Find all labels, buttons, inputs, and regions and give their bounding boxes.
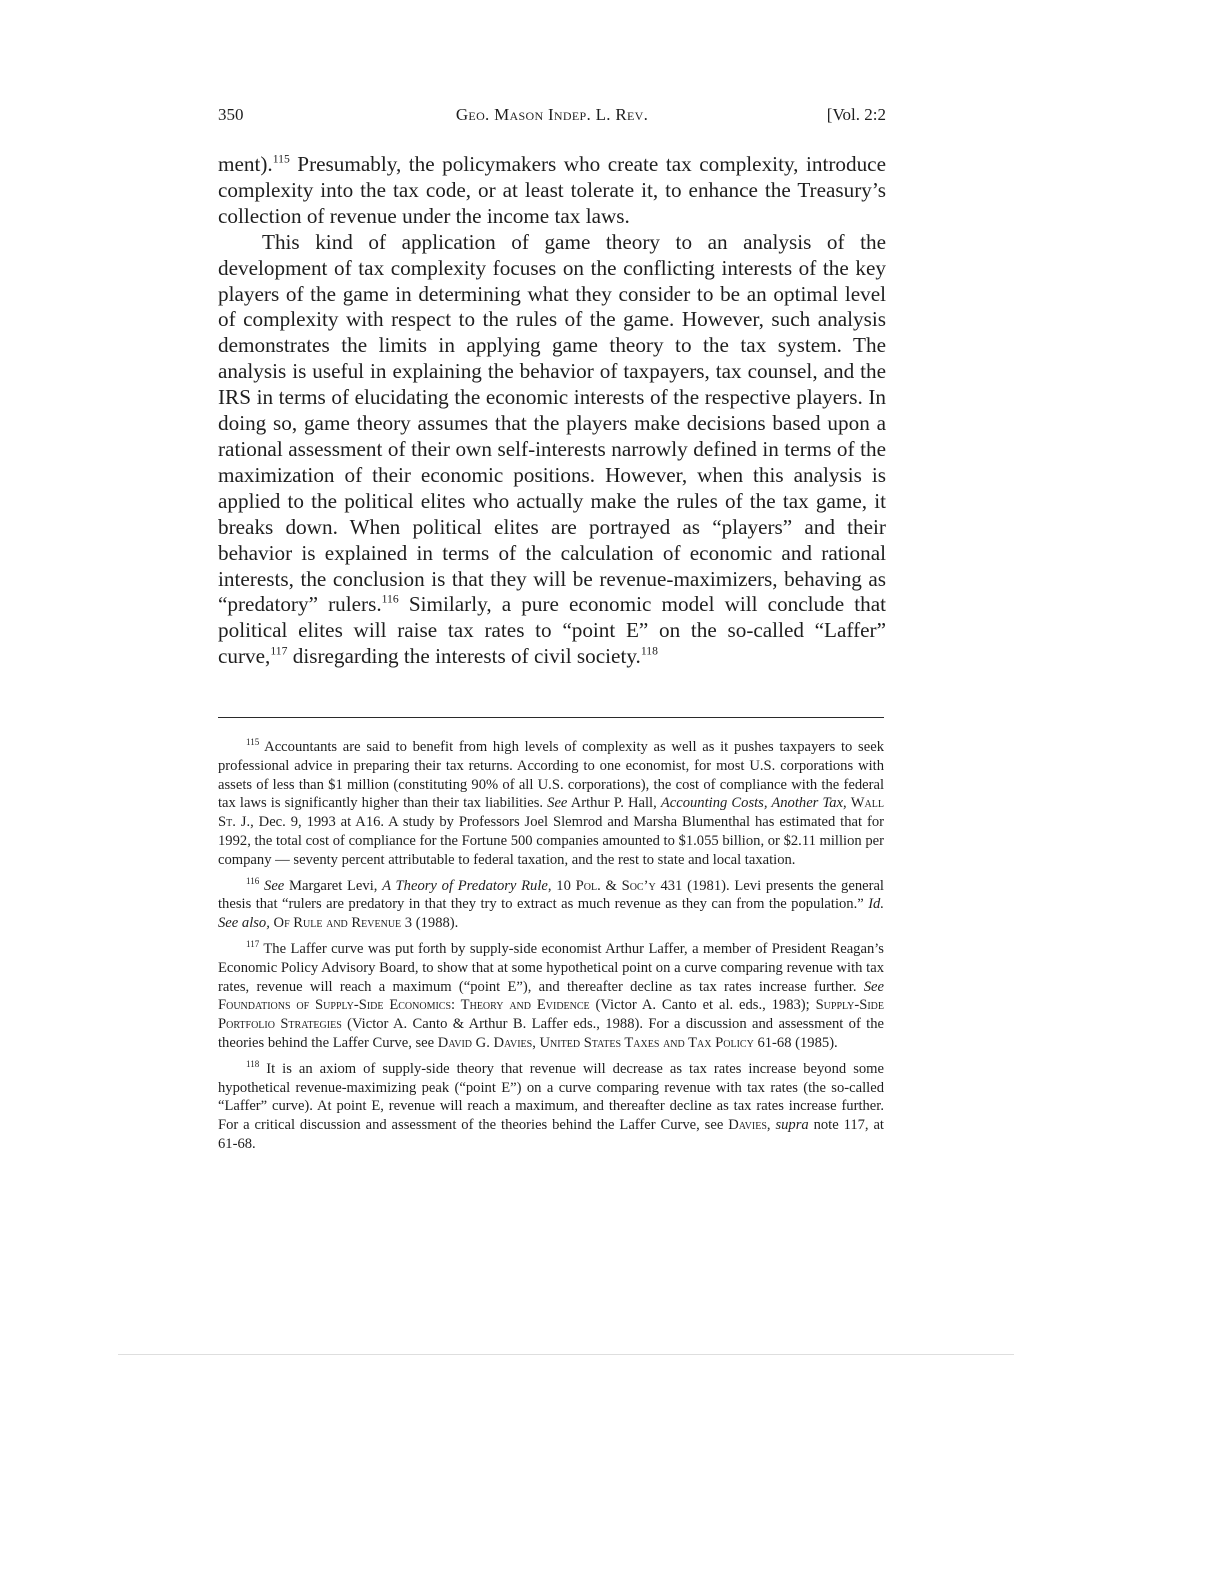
footnote-text: Margaret Levi, bbox=[284, 877, 383, 894]
footnote-text: It is an axiom of supply-side theory that revenue will decrease as tax rates increase beyond some hypothetical revenue-maximizing peak (“point E”) on a curve comparing revenue with tax rates (the so-called “Laffer” curve). At point E, revenue will reach a maximum, and thereafter decline as tax rates increase further. For a critical discussion and assessment of the theories behind the Laffer Curve, see bbox=[218, 1060, 884, 1134]
footnote-ref-115[interactable]: 115 bbox=[272, 152, 290, 166]
footnote-text: , 10 bbox=[547, 877, 576, 894]
footnote-text: Accountants are said to benefit from high levels of complexity as well as it pushes taxpayers to seek professional advice in preparing their tax returns. According to one economist, for most U.S. corporations with assets of less than $1 million (constituting 90% of all U.S. corporations), the cost of compliance with the federal tax laws is significantly higher than their tax liabilities. bbox=[218, 739, 884, 812]
footnote-text: Arthur P. Hall, bbox=[567, 795, 661, 812]
footnote-number: 115 bbox=[246, 737, 260, 748]
cited-journal: Pol. & Soc’y bbox=[575, 877, 656, 894]
footnote-117 bbox=[218, 940, 884, 1053]
paragraph-text: ment). bbox=[218, 152, 273, 176]
cited-title: A Theory of Predatory Rule bbox=[382, 877, 548, 894]
cited-source: Wall St. J. bbox=[218, 795, 884, 831]
cited-book: Of Rule and Revenue bbox=[273, 915, 402, 932]
signal-id: Id. bbox=[868, 896, 884, 913]
footnote-text: The Laffer curve was put forth by supply-side economist Arthur Laffer, a member of President Reagan’s Economic Policy Advisory Board, to show that at some hypothetical point on a curve comparing revenue with tax rates, revenue will reach a maximum (“point E”), and thereafter decline as tax rates increase further. bbox=[218, 940, 884, 995]
cited-book: Supply-Side Portfolio Strategies bbox=[218, 997, 884, 1033]
footnote-ref-118[interactable]: 118 bbox=[640, 644, 658, 658]
paragraph-continuation bbox=[218, 152, 886, 230]
footnote-divider bbox=[218, 717, 884, 718]
footnote-number: 118 bbox=[246, 1058, 260, 1069]
journal-title: Geo. Mason Indep. L. Rev. bbox=[455, 105, 649, 124]
footnote-text: note 117, at 61-68. bbox=[218, 1117, 884, 1152]
footnote-text: (Victor A. Canto & Arthur B. Laffer eds., 1988). For a discussion and assessment of the theories behind the Laffer Curve, see bbox=[218, 1016, 884, 1051]
signal-see: See bbox=[863, 978, 884, 995]
cited-book: Foundations of Supply-Side Economics: Theory and Evidence bbox=[218, 997, 590, 1014]
cited-title: Accounting Costs, Another Tax bbox=[660, 795, 844, 812]
footnote-text: 3 (1988). bbox=[401, 915, 459, 932]
paragraph-game-theory bbox=[218, 230, 886, 670]
footnote-text: , bbox=[532, 1034, 540, 1051]
signal-see: See bbox=[264, 877, 285, 894]
paragraph-text: Similarly, a pure economic model will conclude that political elites will raise tax rates to “point E” on the so-called “Laffer” curve, bbox=[218, 592, 887, 669]
footnote-115 bbox=[218, 738, 884, 870]
cited-author: Davies bbox=[728, 1117, 767, 1134]
footnote-text: (Victor A. Canto et al. eds., 1983); bbox=[589, 997, 816, 1014]
paragraph-text: Presumably, the policymakers who create tax complexity, introduce complexity into the tax code, or at least tolerate it, to enhance the Treasury’s collection of revenue under the income tax laws. bbox=[218, 152, 886, 228]
footnote-ref-116[interactable]: 116 bbox=[381, 592, 399, 606]
cited-author: David G. Davies bbox=[437, 1034, 533, 1051]
running-header bbox=[218, 105, 886, 129]
page-number: 350 bbox=[218, 105, 244, 124]
footnote-text: 431 (1981). Levi presents the general thesis that “rulers are predatory in that they try to extract as much revenue as they can from the population.” bbox=[218, 877, 884, 913]
footnote-number: 117 bbox=[246, 939, 260, 950]
cited-book: United States Taxes and Tax Policy bbox=[539, 1034, 754, 1051]
main-text bbox=[218, 152, 886, 670]
signal-see-also: See also, bbox=[218, 915, 270, 932]
footnotes bbox=[218, 738, 884, 1161]
footnote-116 bbox=[218, 877, 884, 933]
footnote-text: , bbox=[766, 1117, 776, 1134]
paragraph-text: This kind of application of game theory to an analysis of the development of tax complexity focuses on the conflicting interests of the key players of the game in determining what they consider to be an optimal level of complexity with respect to the rules of the game. However, such analysis demonstrates the limits in applying game theory to the tax system. The analysis is useful in explaining the behavior of taxpayers, tax counsel, and the IRS in terms of elucidating the economic interests of the respective players. In doing so, game theory assumes that the players make decisions based upon a rational assessment of their own self-interests narrowly defined in terms of the maximization of their economic positions. However, when this analysis is applied to the political elites who actually make the rules of the tax game, it breaks down. When political elites are portrayed as “players” and their behavior is explained in terms of the calculation of economic and rational interests, the conclusion is that they will be revenue-maximizers, behaving as “predatory” rulers. bbox=[218, 229, 886, 617]
signal-supra: supra bbox=[775, 1117, 809, 1134]
paragraph-text: disregarding the interests of civil society. bbox=[287, 644, 641, 669]
footnote-text: 61-68 (1985). bbox=[753, 1034, 838, 1051]
footnote-ref-117[interactable]: 117 bbox=[270, 644, 288, 658]
signal-see: See bbox=[547, 795, 568, 812]
footnote-text: , bbox=[843, 795, 851, 812]
footnote-text: , Dec. 9, 1993 at A16. A study by Professors Joel Slemrod and Marsha Blumenthal has estimated that for 1992, the total cost of compliance for the Fortune 500 companies amounted to $1.055 billion, or $2.11 million per company — seventy percent attributable to federal taxation, and the rest to state and local taxation. bbox=[218, 814, 884, 868]
volume-label: [Vol. 2:2 bbox=[826, 105, 886, 124]
footnote-118 bbox=[218, 1060, 884, 1154]
scan-artifact-line bbox=[118, 1354, 1014, 1355]
footnote-number: 116 bbox=[246, 875, 260, 886]
